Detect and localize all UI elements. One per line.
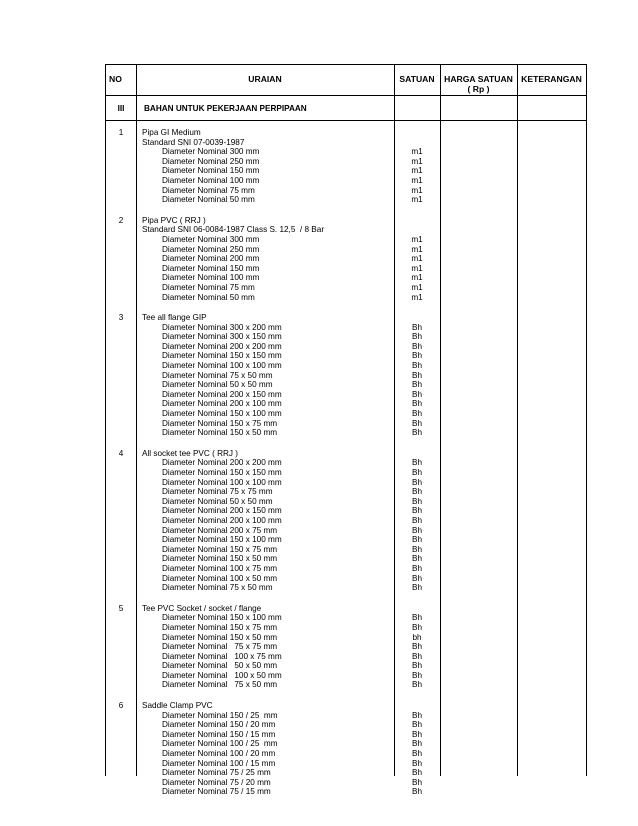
item-number	[106, 516, 136, 526]
table-row	[106, 526, 586, 536]
table-row	[106, 216, 586, 226]
item-number	[106, 351, 136, 361]
item-unit: m1	[411, 195, 423, 205]
item-description: Diameter Nominal 100 / 25 mm	[162, 739, 278, 749]
item-number	[106, 680, 136, 690]
table-row	[106, 613, 586, 623]
item-number	[106, 497, 136, 507]
item-number	[106, 399, 136, 409]
item-description: Diameter Nominal 250 mm	[162, 244, 260, 254]
column-divider	[136, 64, 137, 776]
item-number	[106, 787, 136, 797]
item-number	[106, 468, 136, 478]
table-row	[106, 409, 586, 419]
item-description: Tee PVC Socket / socket / flange	[142, 603, 262, 613]
table-row	[106, 787, 586, 797]
item-description: Diameter Nominal 150 x 50 mm	[162, 428, 278, 438]
header-no: NO	[109, 74, 122, 84]
item-unit	[394, 313, 440, 323]
table-row	[106, 730, 586, 740]
table-row	[106, 293, 586, 303]
item-description: Diameter Nominal 300 mm	[162, 147, 260, 157]
item-unit: Bh	[411, 758, 422, 768]
item-unit: Bh	[411, 768, 422, 778]
table-row	[106, 497, 586, 507]
table-row	[106, 371, 586, 381]
item-description: Diameter Nominal 75 x 50 mm	[162, 370, 273, 380]
column-divider	[440, 64, 441, 776]
item-unit: Bh	[411, 710, 422, 720]
item-unit: Bh	[411, 361, 422, 371]
table-row	[106, 313, 586, 323]
item-unit: Bh	[411, 496, 422, 506]
item-unit: m1	[411, 263, 423, 273]
item-unit: Bh	[411, 729, 422, 739]
item-description: Diameter Nominal 75 x 50 mm	[162, 680, 278, 690]
item-unit: Bh	[411, 418, 422, 428]
item-description: Diameter Nominal 75 mm	[162, 185, 255, 195]
table-row	[106, 235, 586, 245]
item-description: Diameter Nominal 100 x 100 mm	[162, 477, 282, 487]
item-number	[106, 739, 136, 749]
item-unit	[394, 604, 440, 614]
item-description: Diameter Nominal 150 / 20 mm	[162, 720, 276, 730]
item-number	[106, 778, 136, 788]
item-number	[106, 720, 136, 730]
item-unit: Bh	[411, 573, 422, 583]
table-row	[106, 351, 586, 361]
table-row	[106, 166, 586, 176]
item-group	[106, 121, 586, 209]
header-harga-unit: ( Rp )	[467, 84, 490, 94]
table-row	[106, 711, 586, 721]
table-row	[106, 176, 586, 186]
table-row	[106, 749, 586, 759]
table-row	[106, 506, 586, 516]
item-number	[106, 147, 136, 157]
item-description: Diameter Nominal 75 x 50 mm	[162, 583, 273, 593]
item-number	[106, 487, 136, 497]
item-unit: Bh	[411, 506, 422, 516]
item-number	[106, 176, 136, 186]
item-number	[106, 545, 136, 555]
header-satuan: SATUAN	[399, 74, 435, 84]
item-unit: Bh	[411, 535, 422, 545]
item-unit: bh	[412, 632, 422, 642]
table-row	[106, 245, 586, 255]
item-number: 6	[118, 701, 124, 711]
table-row	[106, 157, 586, 167]
table-row	[106, 138, 586, 148]
item-unit: m1	[411, 254, 423, 264]
item-number	[106, 526, 136, 536]
table-row	[106, 449, 586, 459]
item-description: Pipa GI Medium	[142, 128, 201, 137]
item-unit: Bh	[411, 380, 422, 390]
table-row	[106, 739, 586, 749]
item-description: Diameter Nominal 150 mm	[162, 263, 260, 273]
item-description: Diameter Nominal 100 x 75 mm	[162, 651, 282, 661]
item-description: Diameter Nominal 300 x 200 mm	[162, 322, 282, 332]
item-description: Diameter Nominal 150 x 50 mm	[162, 632, 278, 642]
item-description: Diameter Nominal 50 x 50 mm	[162, 661, 278, 671]
table-row	[106, 554, 586, 564]
item-description: Diameter Nominal 200 x 200 mm	[162, 341, 282, 351]
table-row	[106, 583, 586, 593]
item-unit: Bh	[411, 613, 422, 623]
item-description: Diameter Nominal 100 x 75 mm	[162, 563, 278, 573]
section-row	[106, 96, 586, 121]
table-row	[106, 195, 586, 205]
item-number	[106, 361, 136, 371]
item-number	[106, 535, 136, 545]
item-number	[106, 428, 136, 438]
item-unit: Bh	[411, 720, 422, 730]
table-row	[106, 564, 586, 574]
item-description: Diameter Nominal 75 / 20 mm	[162, 777, 271, 787]
item-description: Diameter Nominal 150 mm	[162, 166, 260, 176]
item-group	[106, 694, 586, 801]
item-number: 5	[118, 603, 124, 613]
item-group	[106, 597, 586, 694]
item-number	[106, 264, 136, 274]
table-row	[106, 545, 586, 555]
item-description: Diameter Nominal 250 mm	[162, 156, 260, 166]
item-description: Diameter Nominal 150 x 75 mm	[162, 418, 278, 428]
item-number	[106, 293, 136, 303]
item-number	[106, 235, 136, 245]
table-row	[106, 254, 586, 264]
item-number	[106, 254, 136, 264]
item-description: Diameter Nominal 300 x 150 mm	[162, 332, 282, 342]
item-description: Diameter Nominal 75 mm	[162, 282, 255, 292]
item-number	[106, 633, 136, 643]
item-description: Diameter Nominal 150 x 150 mm	[162, 351, 282, 361]
table-row	[106, 680, 586, 690]
item-number	[106, 759, 136, 769]
table-row	[106, 332, 586, 342]
item-number	[106, 730, 136, 740]
item-description: Standard SNI 06-0084-1987 Class S. 12,5 / 8 Bar	[142, 225, 325, 235]
item-number	[106, 273, 136, 283]
item-number	[106, 554, 136, 564]
table-row	[106, 623, 586, 633]
item-unit: Bh	[411, 739, 422, 749]
header-uraian: URAIAN	[248, 74, 282, 84]
item-unit: Bh	[411, 428, 422, 438]
section-number: III	[117, 104, 125, 113]
item-unit: Bh	[411, 651, 422, 661]
item-number	[106, 380, 136, 390]
item-number	[106, 390, 136, 400]
item-number	[106, 458, 136, 468]
table-row	[106, 671, 586, 681]
item-unit: Bh	[411, 409, 422, 419]
item-number	[106, 768, 136, 778]
item-unit: Bh	[411, 341, 422, 351]
item-number	[106, 342, 136, 352]
item-number: 2	[118, 215, 124, 225]
item-description: Diameter Nominal 75 x 75 mm	[162, 642, 278, 652]
item-description: Diameter Nominal 100 x 100 mm	[162, 361, 282, 371]
table-row	[106, 361, 586, 371]
item-unit	[394, 216, 440, 226]
item-description: Diameter Nominal 200 x 150 mm	[162, 506, 282, 516]
table-row	[106, 264, 586, 274]
item-number	[106, 506, 136, 516]
item-unit: Bh	[411, 399, 422, 409]
price-table	[105, 64, 587, 797]
table-row	[106, 458, 586, 468]
item-description: Diameter Nominal 150 x 100 mm	[162, 613, 282, 623]
item-number	[106, 332, 136, 342]
item-number	[106, 574, 136, 584]
table-row	[106, 778, 586, 788]
header-keterangan: KETERANGAN	[521, 74, 582, 84]
item-number	[106, 478, 136, 488]
item-description: Diameter Nominal 75 x 75 mm	[162, 487, 273, 497]
item-unit	[394, 449, 440, 459]
table-row	[106, 478, 586, 488]
item-description: Pipa PVC ( RRJ )	[142, 215, 206, 225]
item-unit: m1	[411, 234, 423, 244]
item-unit: Bh	[411, 544, 422, 554]
item-description: Diameter Nominal 150 x 100 mm	[162, 409, 282, 419]
table-row	[106, 759, 586, 769]
item-number	[106, 661, 136, 671]
item-number: 1	[118, 128, 124, 137]
item-unit: Bh	[411, 468, 422, 477]
item-unit: Bh	[411, 332, 422, 342]
item-group	[106, 306, 586, 442]
item-description: Diameter Nominal 150 x 50 mm	[162, 554, 278, 564]
item-number	[106, 371, 136, 381]
item-description: Diameter Nominal 100 mm	[162, 175, 260, 185]
item-description: Diameter Nominal 100 mm	[162, 273, 260, 283]
item-description: Diameter Nominal 50 x 50 mm	[162, 496, 273, 506]
table-row	[106, 487, 586, 497]
item-description: Standard SNI 07-0039-1987	[142, 137, 245, 147]
table-row	[106, 323, 586, 333]
table-row	[106, 273, 586, 283]
item-number	[106, 138, 136, 148]
table-row	[106, 428, 586, 438]
table-row	[106, 468, 586, 478]
item-unit: Bh	[411, 525, 422, 535]
item-number	[106, 323, 136, 333]
item-number	[106, 671, 136, 681]
item-unit: Bh	[411, 389, 422, 399]
table-row	[106, 147, 586, 157]
item-number	[106, 409, 136, 419]
header-harga-satuan	[440, 65, 517, 95]
item-description: Diameter Nominal 300 mm	[162, 234, 260, 244]
item-number	[106, 642, 136, 652]
item-number	[106, 419, 136, 429]
table-row	[106, 574, 586, 584]
item-description: Diameter Nominal 200 mm	[162, 254, 260, 264]
header-harga-label: HARGA SATUAN	[444, 74, 513, 84]
item-unit: Bh	[411, 351, 422, 361]
item-description: Diameter Nominal 150 / 25 mm	[162, 710, 278, 720]
item-number	[106, 283, 136, 293]
item-description: All socket tee PVC ( RRJ )	[142, 448, 238, 458]
item-description: Saddle Clamp PVC	[142, 701, 213, 711]
table-row	[106, 342, 586, 352]
item-description: Diameter Nominal 50 mm	[162, 195, 255, 205]
item-unit: Bh	[411, 554, 422, 564]
item-description: Diameter Nominal 150 x 150 mm	[162, 468, 282, 477]
item-number	[106, 749, 136, 759]
item-description: Diameter Nominal 75 / 25 mm	[162, 768, 271, 778]
item-number	[106, 166, 136, 176]
table-row	[106, 128, 586, 138]
item-unit: m1	[411, 147, 423, 157]
item-unit: Bh	[411, 787, 422, 797]
item-unit	[394, 225, 440, 235]
table-row	[106, 720, 586, 730]
item-unit: Bh	[411, 370, 422, 380]
item-description: Diameter Nominal 50 mm	[162, 292, 255, 302]
item-number: 3	[118, 313, 124, 323]
table-row	[106, 652, 586, 662]
table-row	[106, 535, 586, 545]
item-unit: Bh	[411, 680, 422, 690]
item-description: Diameter Nominal 150 x 75 mm	[162, 544, 278, 554]
item-number	[106, 225, 136, 235]
item-description: Diameter Nominal 100 x 50 mm	[162, 670, 282, 680]
item-number	[106, 583, 136, 593]
item-unit: Bh	[411, 670, 422, 680]
item-group	[106, 442, 586, 597]
item-description: Diameter Nominal 200 x 150 mm	[162, 389, 282, 399]
item-description: Diameter Nominal 200 x 100 mm	[162, 399, 282, 409]
item-group	[106, 209, 586, 306]
item-number	[106, 711, 136, 721]
table-header	[106, 64, 586, 96]
item-unit: Bh	[411, 322, 422, 332]
item-unit: Bh	[411, 777, 422, 787]
table-row	[106, 604, 586, 614]
item-unit: Bh	[411, 749, 422, 759]
table-row	[106, 768, 586, 778]
item-unit: Bh	[411, 477, 422, 487]
item-description: Diameter Nominal 150 x 75 mm	[162, 622, 278, 632]
item-description: Diameter Nominal 150 / 15 mm	[162, 729, 276, 739]
table-row	[106, 642, 586, 652]
item-number	[106, 157, 136, 167]
item-description: Diameter Nominal 100 / 15 mm	[162, 758, 276, 768]
table-row	[106, 516, 586, 526]
table-row	[106, 399, 586, 409]
item-unit	[394, 701, 440, 711]
column-divider	[517, 64, 518, 776]
item-unit: Bh	[411, 583, 422, 593]
item-description: Diameter Nominal 200 x 200 mm	[162, 458, 282, 468]
item-groups	[106, 121, 586, 801]
item-unit: m1	[411, 292, 423, 302]
item-unit: Bh	[411, 622, 422, 632]
item-number	[106, 623, 136, 633]
item-unit: m1	[411, 185, 423, 195]
table-row	[106, 225, 586, 235]
item-description: Diameter Nominal 50 x 50 mm	[162, 380, 273, 390]
table-row	[106, 701, 586, 711]
table-row	[106, 390, 586, 400]
item-number	[106, 195, 136, 205]
item-unit: Bh	[411, 458, 422, 468]
column-divider	[394, 64, 395, 776]
table-row	[106, 419, 586, 429]
item-description: Diameter Nominal 150 x 100 mm	[162, 535, 282, 545]
item-unit: Bh	[411, 642, 422, 652]
item-number	[106, 186, 136, 196]
item-unit: m1	[411, 273, 423, 283]
item-unit: m1	[411, 156, 423, 166]
item-unit: Bh	[411, 563, 422, 573]
table-row	[106, 633, 586, 643]
item-unit	[394, 128, 440, 138]
item-description: Diameter Nominal 200 x 100 mm	[162, 515, 282, 525]
item-description: Diameter Nominal 100 / 20 mm	[162, 749, 276, 759]
item-description: Tee all flange GIP	[142, 313, 207, 323]
item-unit: m1	[411, 175, 423, 185]
item-unit: Bh	[411, 487, 422, 497]
item-unit: m1	[411, 244, 423, 254]
table-row	[106, 380, 586, 390]
table-row	[106, 186, 586, 196]
item-description: Diameter Nominal 100 x 50 mm	[162, 573, 278, 583]
item-unit	[394, 138, 440, 148]
item-number	[106, 245, 136, 255]
item-description: Diameter Nominal 200 x 75 mm	[162, 525, 278, 535]
table-row	[106, 283, 586, 293]
item-unit: Bh	[411, 661, 422, 671]
section-title: BAHAN UNTUK PEKERJAAN PERPIPAAN	[144, 104, 307, 113]
table-row	[106, 661, 586, 671]
item-number	[106, 564, 136, 574]
item-unit: Bh	[411, 515, 422, 525]
item-unit: m1	[411, 282, 423, 292]
item-number: 4	[118, 448, 124, 458]
item-number	[106, 613, 136, 623]
item-unit: m1	[411, 166, 423, 176]
item-number	[106, 652, 136, 662]
item-description: Diameter Nominal 75 / 15 mm	[162, 787, 271, 797]
